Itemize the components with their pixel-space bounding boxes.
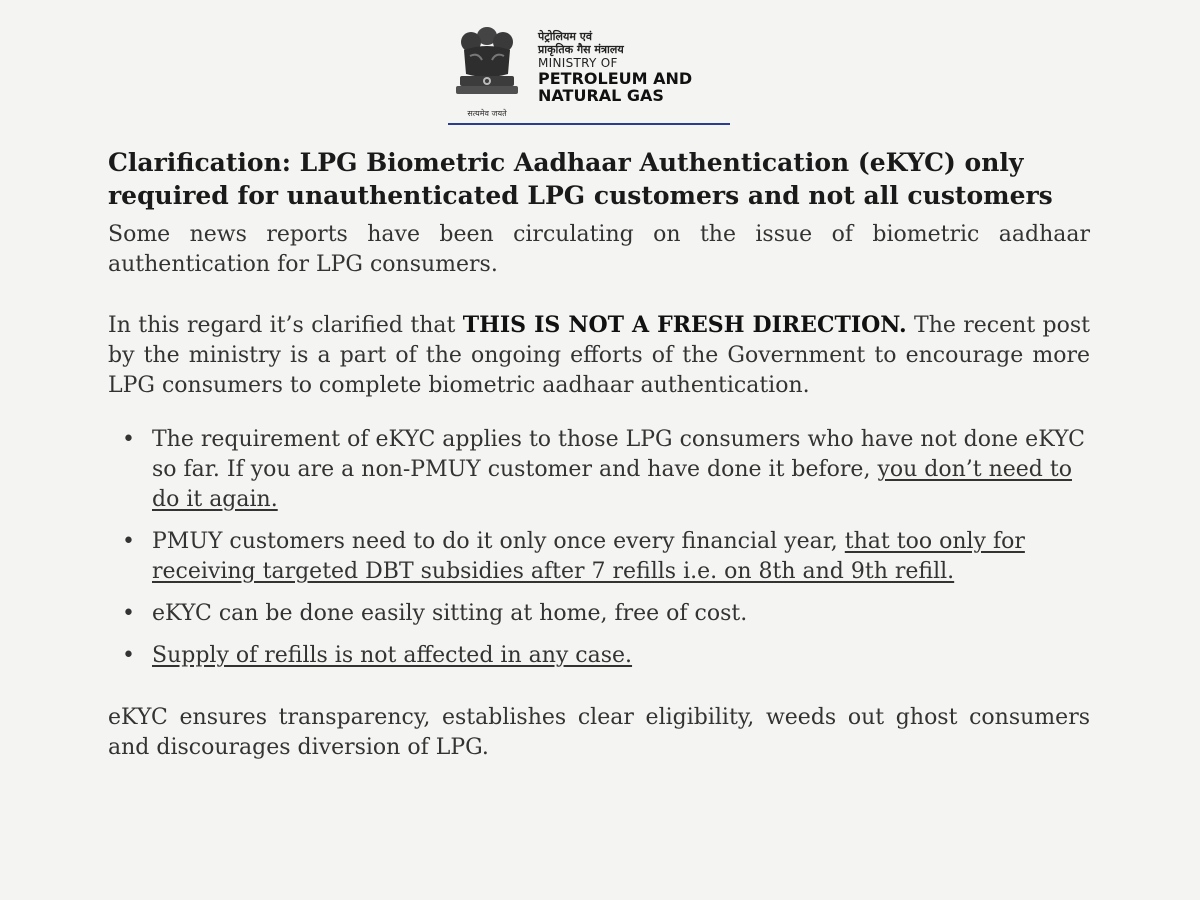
bullet-text: PMUY customers need to do it only once every financial year, bbox=[152, 529, 845, 554]
ministry-hindi-line2: प्राकृतिक गैस मंत्रालय bbox=[538, 43, 624, 56]
closing-paragraph: eKYC ensures transparency, establishes clear eligibility, weeds out ghost consumers and discourages diversion of LPG. bbox=[108, 705, 1090, 760]
intro-paragraph: Some news reports have been circulating on the issue of biometric aadhaar authentication for LPG consumers. bbox=[108, 222, 1090, 277]
bullet-icon: • bbox=[122, 643, 135, 668]
list-item bbox=[108, 641, 1090, 671]
clarification-rest: The recent post by the ministry is a part of the ongoing efforts of the Government to encourage more LPG consumers to complete biometric aadhaar authentication. bbox=[108, 313, 1090, 398]
bullet-underlined-text: that too only for receiving targeted DBT subsidies after 7 refills i.e. on 8th and 9th refill. bbox=[152, 529, 1025, 584]
press-release bbox=[108, 22, 1090, 763]
clarification-emphasis: THIS IS NOT A FRESH DIRECTION. bbox=[462, 312, 907, 338]
clarification-list bbox=[108, 425, 1090, 671]
ministry-of-label: MINISTRY OF bbox=[538, 56, 618, 70]
bullet-icon: • bbox=[122, 601, 135, 626]
ministry-name-line2: NATURAL GAS bbox=[538, 86, 664, 105]
ministry-name-line1: PETROLEUM AND bbox=[538, 69, 693, 88]
bullet-icon: • bbox=[122, 427, 135, 452]
bullet-text: eKYC can be done easily sitting at home, free of cost. bbox=[152, 601, 748, 626]
header-divider bbox=[448, 123, 730, 125]
list-item bbox=[108, 527, 1090, 587]
bullet-underlined-text: Supply of refills is not affected in any case. bbox=[152, 643, 633, 668]
bullet-icon: • bbox=[122, 529, 135, 554]
ministry-hindi-line1: पेट्रोलियम एवं bbox=[538, 30, 592, 43]
page-title: Clarification: LPG Biometric Aadhaar Authentication (eKYC) only required for unauthenticated LPG customers and not all customers bbox=[108, 148, 1053, 210]
ministry-name-block bbox=[538, 22, 692, 104]
list-item bbox=[108, 599, 1090, 629]
list-item bbox=[108, 425, 1090, 515]
national-emblem-icon bbox=[446, 22, 528, 122]
clarification-lead: In this regard it’s clarified that bbox=[108, 313, 463, 338]
bullet-underlined-text: you don’t need to do it again. bbox=[152, 457, 1072, 512]
bullet-text: The requirement of eKYC applies to those LPG consumers who have not done eKYC so far. If you are a non-PMUY customer and have done it before, bbox=[152, 427, 1086, 482]
emblem-motto: सत्यमेव जयते bbox=[467, 109, 507, 118]
clarification-paragraph bbox=[108, 310, 1090, 401]
ministry-header bbox=[446, 22, 1090, 126]
